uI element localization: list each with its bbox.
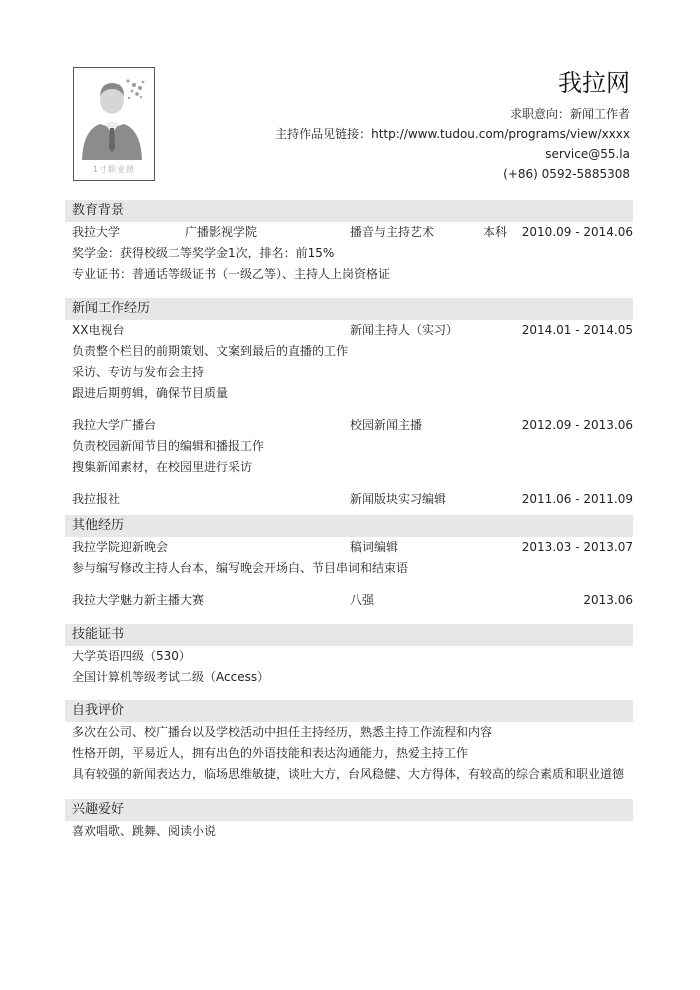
organization: 我拉报社 — [72, 492, 121, 506]
organization: 我拉大学广播台 — [72, 418, 157, 432]
job-row — [65, 320, 633, 341]
experience-row — [65, 537, 633, 558]
self-evaluation-section — [65, 700, 633, 785]
role: 新闻主持人（实习） — [350, 323, 459, 337]
job-detail: 搜集新闻素材，在校园里进行采访 — [72, 460, 253, 474]
role: 八强 — [350, 593, 375, 607]
major: 播音与主持艺术 — [350, 225, 435, 239]
experience-row — [65, 590, 633, 611]
organization: 我拉大学魅力新主播大赛 — [72, 593, 205, 607]
period: 2013.03 - 2013.07 — [521, 540, 633, 554]
skill-line: 大学英语四级（530） — [72, 649, 191, 663]
job-row — [65, 415, 633, 436]
period: 2011.06 - 2011.09 — [521, 492, 633, 506]
evaluation-line: 具有较强的新闻表达力，临场思维敏捷，谈吐大方，台风稳健、大方得体，有较高的综合素质和职业道德 — [72, 767, 625, 781]
organization: XX电视台 — [72, 323, 125, 337]
photo-caption: 1寸职业照 — [92, 165, 136, 174]
profile-photo — [73, 67, 155, 181]
education-row — [65, 222, 633, 243]
portfolio-link[interactable]: 主持作品见链接：http://www.tudou.com/programs/view/xxxx — [275, 127, 630, 141]
email[interactable]: service@55.la — [545, 147, 630, 161]
section-title: 新闻工作经历 — [65, 298, 633, 320]
job-detail: 负责校园新闻节目的编辑和播报工作 — [72, 439, 265, 453]
organization: 我拉学院迎新晚会 — [72, 540, 169, 554]
hobby-line: 喜欢唱歌、跳舞、阅读小说 — [72, 824, 217, 838]
degree: 本科 — [483, 225, 508, 239]
section-title: 教育背景 — [65, 200, 633, 222]
period: 2013.06 — [583, 593, 633, 607]
experience-detail: 参与编写修改主持人台本，编写晚会开场白、节目串词和结束语 — [72, 561, 409, 575]
period: 2010.09 - 2014.06 — [521, 225, 633, 239]
phone: (+86) 0592-5885308 — [503, 167, 630, 181]
section-title: 兴趣爱好 — [65, 799, 633, 821]
section-title: 其他经历 — [65, 515, 633, 537]
skills-section — [65, 624, 633, 688]
school: 我拉大学 — [72, 225, 121, 239]
evaluation-line: 多次在公司、校广播台以及学校活动中担任主持经历，熟悉主持工作流程和内容 — [72, 725, 493, 739]
role: 稿词编辑 — [350, 540, 399, 554]
certificate-line: 专业证书：普通话等级证书（一级乙等）、主持人上岗资格证 — [72, 267, 391, 281]
section-title: 技能证书 — [65, 624, 633, 646]
role: 新闻版块实习编辑 — [350, 492, 447, 506]
job-detail: 跟进后期剪辑，确保节目质量 — [72, 386, 229, 400]
job-row — [65, 489, 633, 510]
section-title: 自我评价 — [65, 700, 633, 722]
candidate-name: 我拉网 — [558, 69, 630, 97]
hobby-section — [65, 799, 633, 842]
job-detail: 采访、专访与发布会主持 — [72, 365, 205, 379]
evaluation-line: 性格开朗，平易近人，拥有出色的外语技能和表达沟通能力，热爱主持工作 — [72, 746, 469, 760]
job-intent: 求职意向：新闻工作者 — [509, 107, 630, 121]
news-experience-section — [65, 298, 633, 510]
period: 2012.09 - 2013.06 — [521, 418, 633, 432]
job-detail: 负责整个栏目的前期策划、文案到最后的直播的工作 — [72, 344, 349, 358]
skill-line: 全国计算机等级考试二级（Access） — [72, 670, 270, 684]
period: 2014.01 - 2014.05 — [521, 323, 633, 337]
education-section — [65, 200, 633, 285]
role: 校园新闻主播 — [350, 418, 423, 432]
other-experience-section — [65, 515, 633, 611]
scholarship-line: 奖学金：获得校级二等奖学金1次，排名：前15% — [72, 246, 335, 260]
header — [275, 68, 630, 184]
college: 广播影视学院 — [185, 225, 258, 239]
